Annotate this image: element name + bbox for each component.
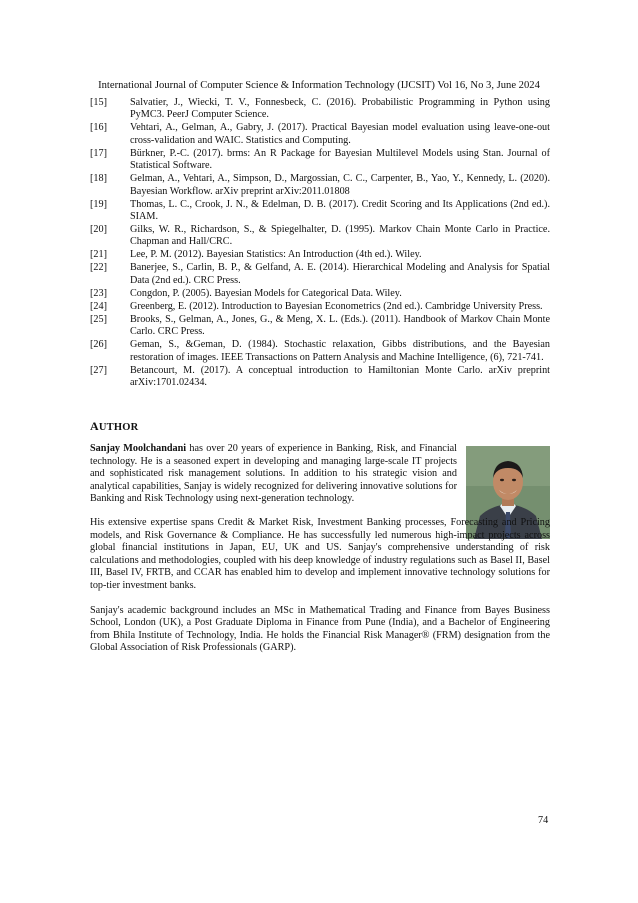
reference-text: Betancourt, M. (2017). A conceptual introduction to Hamiltonian Monte Carlo. arXiv preprint arXiv:1701.02434. <box>130 364 550 389</box>
reference-number: [27] <box>90 364 107 376</box>
reference-item <box>90 199 550 224</box>
reference-item <box>90 314 550 339</box>
bio-paragraph: Sanjay's academic background includes an MSc in Mathematical Trading and Finance from Bayes Business School, London (UK), a Post Graduate Diploma in Finance from Pune (India), and a Bachelor of Engineering from Bhila Institute of Technology, India. He holds the Financial Risk Manager® (FRM) designation from the Global Association of Risk Professionals (GARP). <box>90 604 550 654</box>
reference-text: Vehtari, A., Gelman, A., Gabry, J. (2017). Practical Bayesian model evaluation using leave-one-out cross-validation and WAIC. Statistics and Computing. <box>130 122 550 146</box>
reference-item <box>90 122 550 147</box>
author-bio <box>90 443 550 667</box>
reference-text: Bürkner, P.-C. (2017). brms: An R Package for Bayesian Multilevel Models using Stan. Journal of Statistical Software. <box>130 147 550 172</box>
reference-number: [19] <box>90 198 107 210</box>
reference-number: [18] <box>90 173 107 185</box>
reference-number: [25] <box>90 313 107 325</box>
reference-number: [16] <box>90 122 107 134</box>
reference-number: [17] <box>90 147 107 159</box>
reference-item <box>90 339 550 364</box>
reference-number: [23] <box>90 287 107 299</box>
reference-text: Greenberg, E. (2012). Introduction to Bayesian Econometrics (2nd ed.). Cambridge University Press. <box>130 300 543 312</box>
reference-item <box>90 173 550 198</box>
journal-header: International Journal of Computer Science & Information Technology (IJCSIT) Vol 16, No 3, June 2024 <box>98 80 540 91</box>
bio-paragraph: His extensive expertise spans Credit & Market Risk, Investment Banking processes, Forecasting and Pricing models, and Risk Governance & Compliance. He has successfully led numerous high-impact projects across global financial institutions in Japan, EU, UK and US. Sanjay's comprehensive understanding of risk calculations and methodologies, coupled with his deep knowledge of industry regulations such as Basel II, Basel III, Basel IV, FRTB, and CCAR has enabled him to develop and implement innovative technology solutions for top-tier investment banks. <box>90 516 550 591</box>
reference-text: Thomas, L. C., Crook, J. N., & Edelman, D. B. (2017). Credit Scoring and Its Applications (2nd ed.). SIAM. <box>130 198 550 223</box>
reference-item <box>90 301 550 313</box>
reference-text: Brooks, S., Gelman, A., Jones, G., & Meng, X. L. (Eds.). (2011). Handbook of Markov Chain Monte Carlo. CRC Press. <box>130 313 550 338</box>
reference-text: Gilks, W. R., Richardson, S., & Spiegelhalter, D. (1995). Markov Chain Monte Carlo in Practice. Chapman and Hall/CRC. <box>130 224 550 248</box>
bio-paragraph: Sanjay Moolchandani has over 20 years of experience in Banking, Risk, and Financial technology. He is a seasoned expert in developing and managing large-scale IT projects and sophisticated risk management solutions. In addition to his strategic vision and analytical capabilities, Sanjay is widely recognized for delivering innovative solutions for Banking and Risk Technology using next-generation technology. <box>90 443 457 505</box>
reference-text: Gelman, A., Vehtari, A., Simpson, D., Margossian, C. C., Carpenter, B., Yao, Y., Kennedy, L. (2020). Bayesian Workflow. arXiv preprint arXiv:2011.01808 <box>130 173 550 197</box>
reference-item <box>90 249 550 261</box>
reference-text: Salvatier, J., Wiecki, T. V., Fonnesbeck, C. (2016). Probabilistic Programming in Python using PyMC3. PeerJ Computer Science. <box>130 97 550 121</box>
reference-text: Lee, P. M. (2012). Bayesian Statistics: An Introduction (4th ed.). Wiley. <box>130 249 422 261</box>
reference-number: [24] <box>90 300 107 312</box>
reference-item <box>90 262 550 287</box>
reference-text: Congdon, P. (2005). Bayesian Models for Categorical Data. Wiley. <box>130 287 402 299</box>
reference-number: [22] <box>90 262 107 274</box>
reference-number: [21] <box>90 249 107 261</box>
author-name: Sanjay Moolchandani <box>90 443 187 454</box>
reference-list <box>90 97 550 390</box>
reference-text: Banerjee, S., Carlin, B. P., & Gelfand, A. E. (2014). Hierarchical Modeling and Analysis for Spatial Data (2nd ed.). CRC Press. <box>130 262 550 286</box>
author-section-title: AUTHOR <box>90 419 139 433</box>
reference-item <box>90 365 550 390</box>
reference-number: [26] <box>90 339 107 351</box>
reference-item <box>90 224 550 249</box>
page-number: 74 <box>538 815 549 826</box>
reference-item <box>90 288 550 300</box>
reference-item <box>90 97 550 122</box>
reference-number: [15] <box>90 97 107 108</box>
reference-text: Geman, S., &Geman, D. (1984). Stochastic relaxation, Gibbs distributions, and the Bayesian restoration of images. IEEE Transactions on Pattern Analysis and Machine Intelligence, (6), 721-741. <box>130 339 550 363</box>
reference-item <box>90 148 550 173</box>
reference-number: [20] <box>90 224 107 236</box>
